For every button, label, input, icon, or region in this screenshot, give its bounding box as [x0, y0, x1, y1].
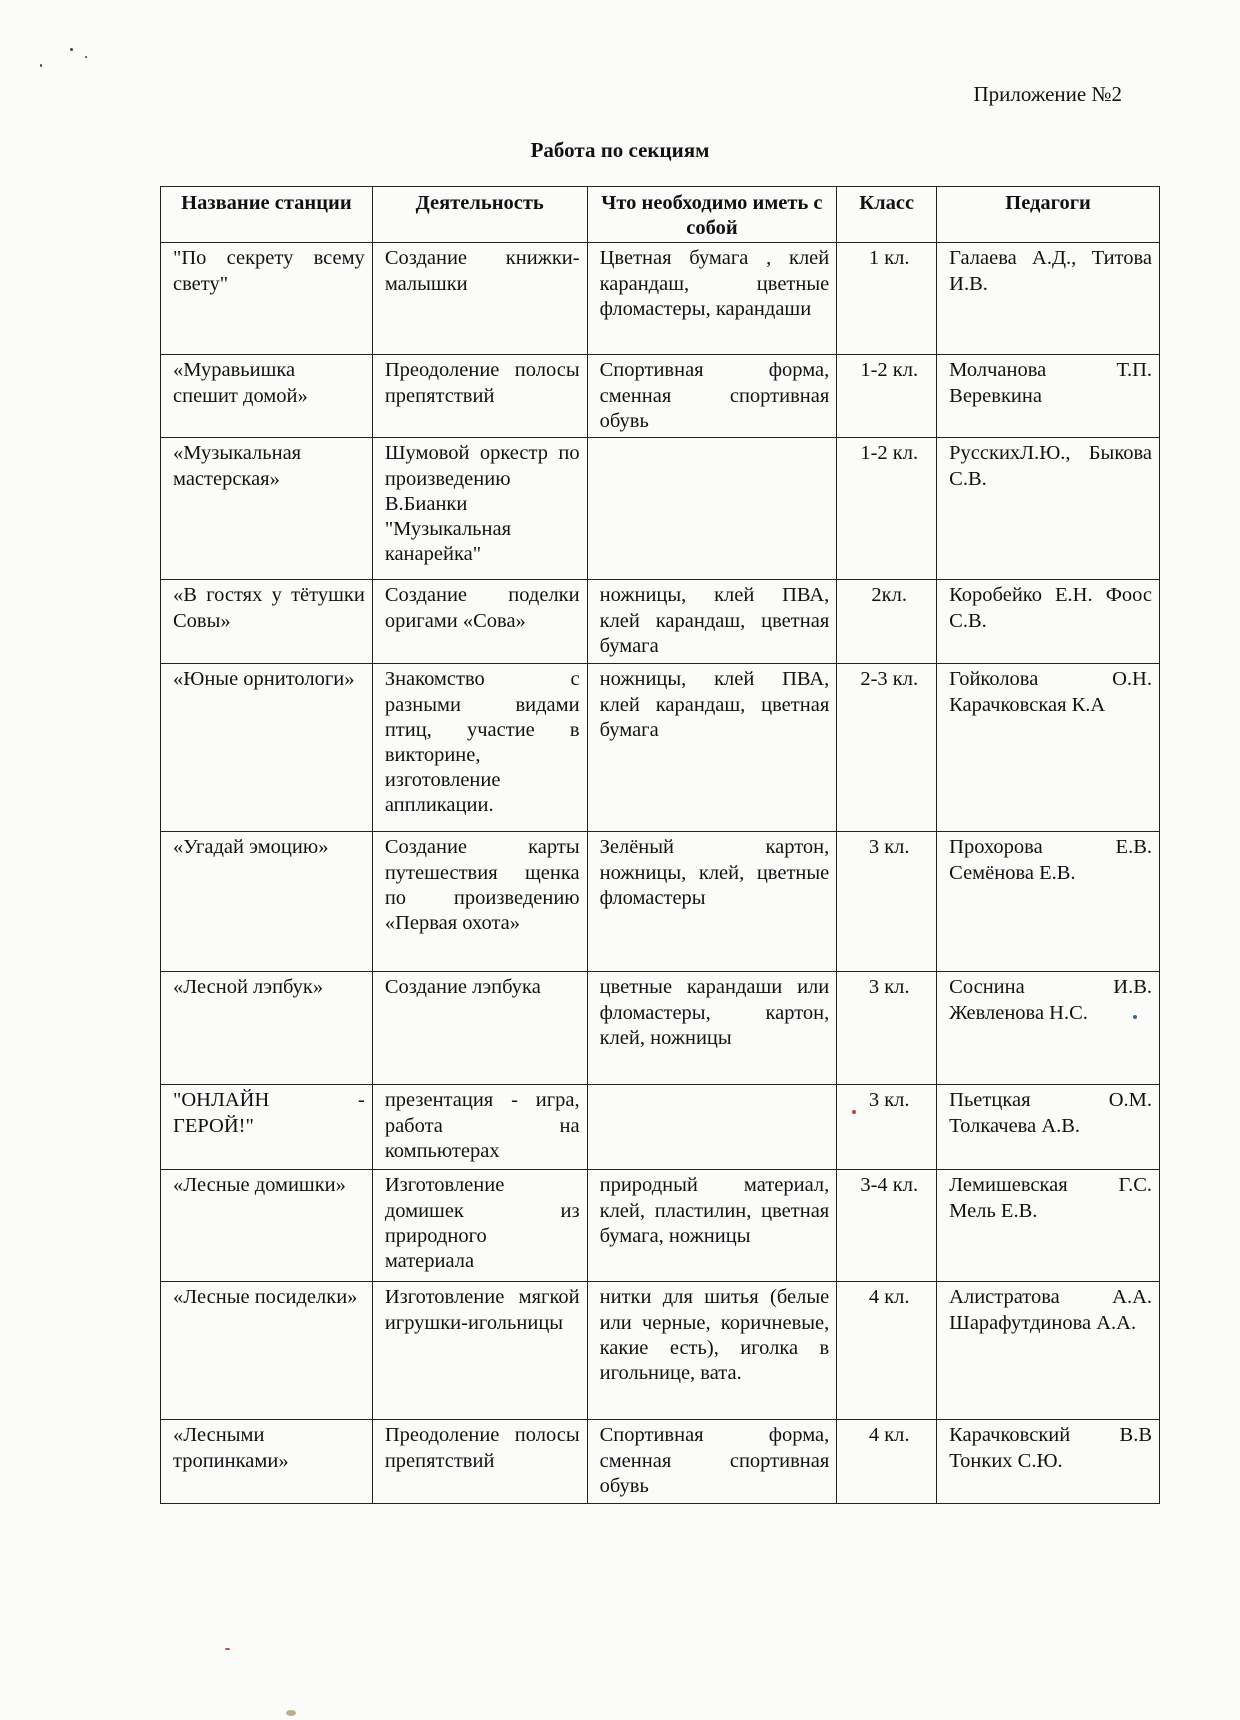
scan-speck	[85, 56, 87, 58]
materials: Спортивная форма, сменная спортивная обувь	[587, 355, 837, 438]
station-name: «Угадай эмоцию»	[161, 832, 373, 972]
scan-speck	[225, 1648, 230, 1650]
station-name: «В гостях у тётушки Совы»	[161, 580, 373, 664]
header-station: Название станции	[161, 187, 373, 243]
teachers: РусскихЛ.Ю., Быкова С.В.	[937, 438, 1160, 580]
document-title: Работа по секциям	[530, 138, 710, 162]
appendix-label: Приложение №2	[973, 82, 1122, 106]
teachers: Пьетцкая О.М. Толкачева А.В.	[937, 1085, 1160, 1170]
table-row	[161, 243, 1160, 355]
activity: Создание карты путешествия щенка по произведению «Первая охота»	[372, 832, 587, 972]
station-name: «Лесной лэпбук»	[161, 972, 373, 1085]
station-name: «Музыкальная мастерская»	[161, 438, 373, 580]
table-row	[161, 664, 1160, 832]
station-name: «Лесными тропинками»	[161, 1420, 373, 1504]
scan-speck	[1133, 1015, 1137, 1019]
activity: презентация - игра, работа на компьютерах	[372, 1085, 587, 1170]
materials: природный материал, клей, пластилин, цветная бумага, ножницы	[587, 1170, 837, 1282]
table-row	[161, 972, 1160, 1085]
activity: Шумовой оркестр по произведению В.Бианки "Музыкальная канарейка"	[372, 438, 587, 580]
grade: 2-3 кл.	[837, 664, 937, 832]
sections-table	[160, 186, 1160, 1504]
activity: Преодоление полосы препятствий	[372, 355, 587, 438]
table-row	[161, 1282, 1160, 1420]
table-row	[161, 580, 1160, 664]
activity: Создание книжки-малышки	[372, 243, 587, 355]
materials: ножницы, клей ПВА, клей карандаш, цветная бумага	[587, 580, 837, 664]
materials: Спортивная форма, сменная спортивная обувь	[587, 1420, 837, 1504]
materials: Цветная бумага , клей карандаш, цветные фломастеры, карандаши	[587, 243, 837, 355]
grade: 3 кл.	[837, 1085, 937, 1170]
scan-speck	[40, 64, 42, 67]
materials: нитки для шитья (белые или черные, коричневые, какие есть), иголка в игольнице, вата.	[587, 1282, 837, 1420]
station-name: «Лесные посиделки»	[161, 1282, 373, 1420]
scan-speck	[286, 1710, 296, 1716]
activity: Знакомство с разными видами птиц, участие в викторине, изготовление аппликации.	[372, 664, 587, 832]
teachers: Галаева А.Д., Титова И.В.	[937, 243, 1160, 355]
materials	[587, 1085, 837, 1170]
grade: 4 кл.	[837, 1420, 937, 1504]
table-row	[161, 1170, 1160, 1282]
grade: 3-4 кл.	[837, 1170, 937, 1282]
materials: ножницы, клей ПВА, клей карандаш, цветная бумага	[587, 664, 837, 832]
station-name: «Юные орнитологи»	[161, 664, 373, 832]
grade: 1 кл.	[837, 243, 937, 355]
activity: Изготовление домишек из природного материала	[372, 1170, 587, 1282]
header-activity: Деятельность	[372, 187, 587, 243]
station-name: «Лесные домишки»	[161, 1170, 373, 1282]
activity: Создание поделки оригами «Сова»	[372, 580, 587, 664]
station-name: "ОНЛАЙН - ГЕРОЙ!"	[161, 1085, 373, 1170]
header-teachers: Педагоги	[937, 187, 1160, 243]
scan-speck	[852, 1110, 856, 1114]
activity: Преодоление полосы препятствий	[372, 1420, 587, 1504]
header-materials: Что необходимо иметь с собой	[587, 187, 837, 243]
grade: 4 кл.	[837, 1282, 937, 1420]
table-row	[161, 355, 1160, 438]
activity: Создание лэпбука	[372, 972, 587, 1085]
header-row	[161, 187, 1160, 243]
materials: цветные карандаши или фломастеры, картон, клей, ножницы	[587, 972, 837, 1085]
grade: 3 кл.	[837, 832, 937, 972]
teachers: Алистратова А.А. Шарафутдинова А.А.	[937, 1282, 1160, 1420]
teachers: Коробейко Е.Н. Фоос С.В.	[937, 580, 1160, 664]
activity: Изготовление мягкой игрушки-игольницы	[372, 1282, 587, 1420]
teachers: Прохорова Е.В. Семёнова Е.В.	[937, 832, 1160, 972]
table-row	[161, 438, 1160, 580]
grade: 1-2 кл.	[837, 438, 937, 580]
teachers: Соснина И.В. Жевленова Н.С.	[937, 972, 1160, 1085]
table-row	[161, 832, 1160, 972]
table-row	[161, 1085, 1160, 1170]
teachers: Гойколова О.Н. Карачковская К.А	[937, 664, 1160, 832]
grade: 2кл.	[837, 580, 937, 664]
teachers: Карачковский В.В Тонких С.Ю.	[937, 1420, 1160, 1504]
materials: Зелёный картон, ножницы, клей, цветные фломастеры	[587, 832, 837, 972]
materials	[587, 438, 837, 580]
station-name: "По секрету всему свету"	[161, 243, 373, 355]
teachers: Молчанова Т.П. Веревкина	[937, 355, 1160, 438]
grade: 3 кл.	[837, 972, 937, 1085]
grade: 1-2 кл.	[837, 355, 937, 438]
teachers: Лемишевская Г.С. Мель Е.В.	[937, 1170, 1160, 1282]
scan-speck	[70, 48, 73, 51]
table-row	[161, 1420, 1160, 1504]
header-grade: Класс	[837, 187, 937, 243]
station-name: «Муравьишка спешит домой»	[161, 355, 373, 438]
